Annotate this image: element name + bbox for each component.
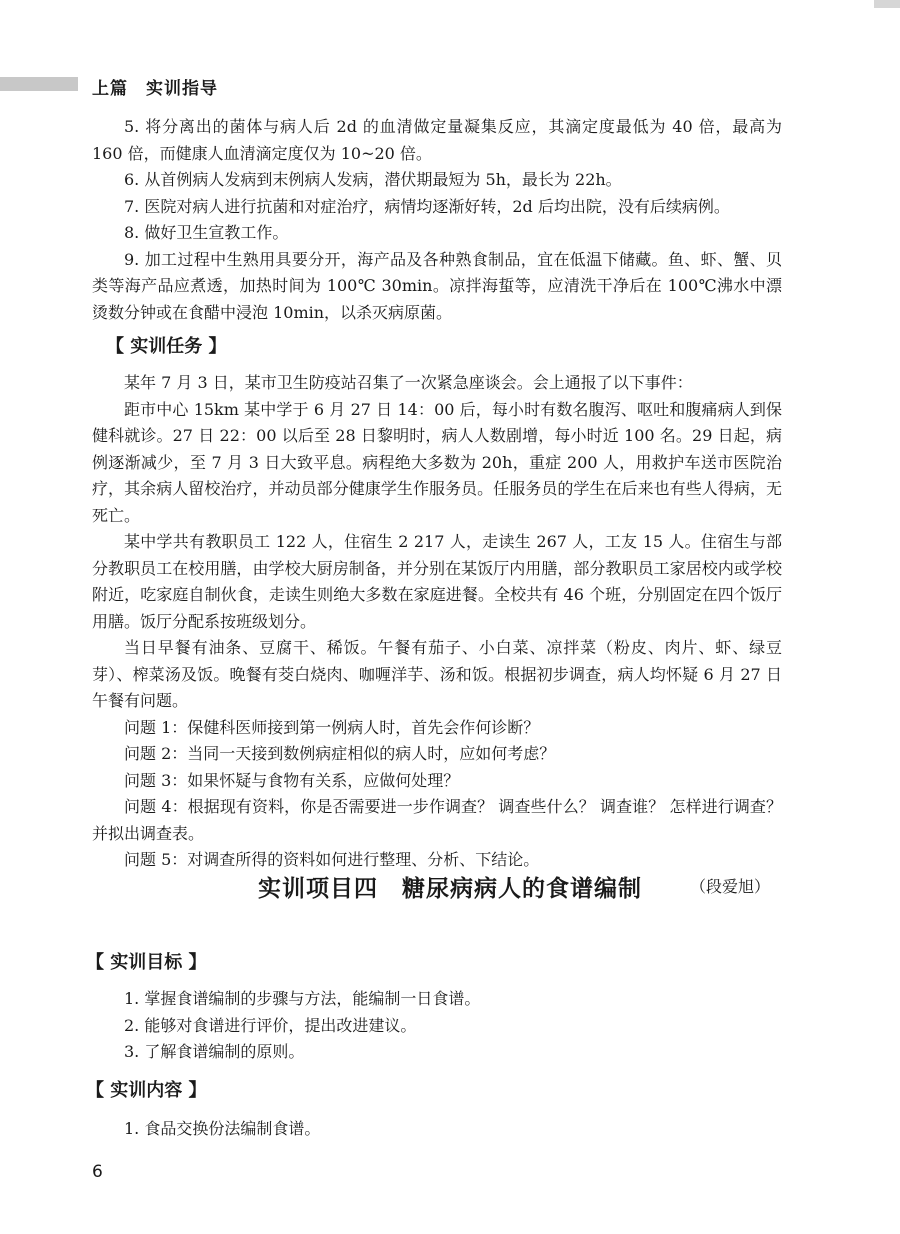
- list-item: 3. 了解食谱编制的原则。: [124, 1042, 305, 1061]
- section-heading-content: 【 实训内容 】: [86, 1080, 207, 1101]
- paragraph: 某年 7 月 3 日，某市卫生防疫站召集了一次紧急座谈会。会上通报了以下事件：: [124, 373, 693, 392]
- list-item: 7. 医院对病人进行抗菌和对症治疗，病情均逐渐好转，2d 后均出院，没有后续病例。: [124, 196, 730, 216]
- author-signature: （段爱旭）: [689, 876, 770, 896]
- goals-section: [86, 948, 782, 1066]
- question: 问题 2：当同一天接到数例病症相似的病人时，应如何考虑？: [124, 744, 556, 763]
- paragraph: 当日早餐有油条、豆腐干、稀饭。午餐有茄子、小白菜、凉拌菜（粉皮、肉片、虾、绿豆芽）、榨菜汤及饭。晚餐有茭白烧肉、咖喱洋芋、汤和饭。根据初步调查，病人均怀疑 6 月 27 日午餐有问题。: [92, 638, 782, 710]
- question: 问题 1：保健科医师接到第一例病人时，首先会作何诊断？: [124, 717, 540, 737]
- list-item: 1. 掌握食谱编制的步骤与方法，能编制一日食谱。: [124, 989, 481, 1008]
- question: 问题 4：根据现有资料，你是否需要进一步作调查？ 调查些什么？ 调查谁？ 怎样进行调查？ 并拟出调查表。: [92, 797, 782, 843]
- question: 问题 3：如果怀疑与食物有关系，应做何处理？: [124, 770, 460, 790]
- list-item: 9. 加工过程中生熟用具要分开，海产品及各种熟食制品，宜在低温下储藏。鱼、虾、蟹、贝类等海产品应煮透，加热时间为 100℃ 30min。凉拌海蜇等，应清洗干净后在 100℃沸水中漂烫数分钟或在食醋中浸泡 10min，以杀灭病原菌。: [92, 249, 782, 322]
- list-item: 2. 能够对食谱进行评价，提出改进建议。: [124, 1015, 417, 1035]
- task-section: [92, 332, 782, 900]
- paragraph: 距市中心 15km 某中学于 6 月 27 日 14：00 后，每小时有数名腹泻、呕吐和腹痛病人到保健科就诊。27 日 22：00 以后至 28 日黎明时，病人人数剧增，每小时近 100 名。29 日起，病例逐渐减少，至 7 月 3 日大致平息。病程绝大多数为 20h，重症 200 人，用救护车送市医院治疗，其余病人留校治疗，并动员部分健康学生作服务员。任服务员的学生在后来也有些人得病，无死亡。: [92, 399, 782, 525]
- section-heading-goals: 【 实训目标 】: [86, 952, 207, 973]
- list-item: 1. 食品交换份法编制食谱。: [124, 1119, 321, 1138]
- list-item: 6. 从首例病人发病到末例病人发病，潜伏期最短为 5h，最长为 22h。: [124, 170, 622, 189]
- section-heading-task: 【 实训任务 】: [106, 336, 227, 357]
- question: 问题 5：对调查所得的资料如何进行整理、分析、下结论。: [124, 850, 540, 869]
- content-section: [86, 1076, 782, 1143]
- header-bar: [0, 77, 78, 91]
- paragraph: 某中学共有教职员工 122 人，住宿生 2 217 人，走读生 267 人，工友 15 人。住宿生与部分教职员工在校用膳，由学校大厨房制备，并分别在某饭厅内用膳，部分教职员工家居校内或学校附近，吃家庭自制伙食，走读生则绝大多数在家庭进餐。全校共有 46 个班，分别固定在四个饭厅用膳。饭厅分配系按班级划分。: [92, 532, 782, 631]
- running-header: 上篇 实训指导: [92, 79, 218, 99]
- corner-mark: [874, 0, 900, 8]
- project-title: 实训项目四 糖尿病病人的食谱编制: [258, 876, 642, 902]
- items-block: [92, 114, 782, 326]
- list-item: 8. 做好卫生宣教工作。: [124, 223, 289, 242]
- list-item: 5. 将分离出的菌体与病人后 2d 的血清做定量凝集反应，其滴定度最低为 40 倍，最高为 160 倍，而健康人血清滴定度仅为 10~20 倍。: [92, 117, 782, 163]
- page-number: 6: [92, 1162, 103, 1182]
